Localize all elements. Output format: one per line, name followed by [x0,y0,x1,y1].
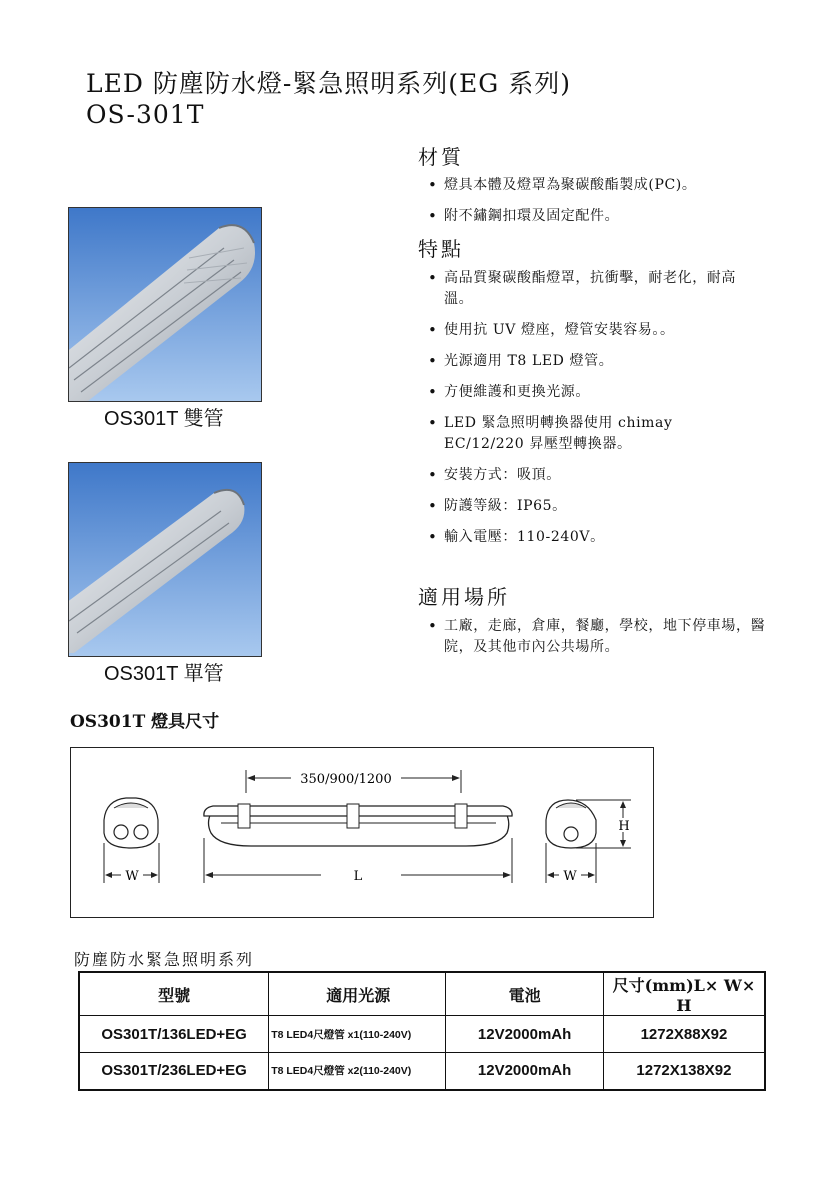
material-list [428,175,768,237]
material-heading: 材質 [418,145,464,169]
applications-heading: 適用場所 [418,585,510,609]
product-photo-single [68,462,262,657]
spec-table [78,971,766,1091]
applications-list [428,616,768,668]
list-item: • 使用抗 UV 燈座，燈管安裝容易。。 [428,320,748,341]
cell-battery: 12V2000mAh [446,1016,604,1053]
list-item: • 防護等級：IP65。 [428,496,748,517]
cell-model: OS301T/136LED+EG [79,1016,269,1053]
table-header-row [79,972,765,1016]
cell-size: 1272X138X92 [603,1053,765,1090]
header-size: 尺寸(mm)L× W× H [603,972,765,1016]
cell-battery: 12V2000mAh [446,1053,604,1090]
cell-size: 1272X88X92 [603,1016,765,1053]
w-label-left: W [125,869,139,884]
product-photo-double [68,207,262,402]
list-item: • 方便維護和更換光源。 [428,382,748,403]
list-item: • 高品質聚碳酸酯燈罩，抗衝擊，耐老化，耐高溫。 [428,268,748,310]
list-item: • 工廠，走廊，倉庫，餐廳，學校，地下停車場，醫院，及其他市內公共場所。 [428,616,768,658]
list-item: • 附不鏽鋼扣環及固定配件。 [428,206,768,227]
h-label: H [618,819,630,834]
list-item: • 安裝方式：吸頂。 [428,465,748,486]
cell-light-source: T8 LED4尺燈管 x1(110-240V) [269,1016,446,1053]
span-label: 350/900/1200 [300,772,392,787]
list-item: • 光源適用 T8 LED 燈管。 [428,351,748,372]
list-item: • 燈具本體及燈罩為聚碳酸酯製成(PC)。 [428,175,768,196]
dimensions-title: OS301T 燈具尺寸 [70,712,220,732]
header-model: 型號 [79,972,269,1016]
table-title: 防塵防水緊急照明系列 [74,950,255,969]
cell-model: OS301T/236LED+EG [79,1053,269,1090]
l-label: L [353,869,363,884]
photo-caption-double: OS301T 雙管 [104,408,224,430]
table-row [79,1016,765,1053]
dimension-diagram [70,747,654,918]
w-label-right: W [563,869,577,884]
list-item: • 輸入電壓：110-240V。 [428,527,748,548]
photo-caption-single: OS301T 單管 [104,663,224,685]
page-title: LED 防塵防水燈-緊急照明系列(EG 系列) [86,69,571,98]
table-row [79,1053,765,1090]
header-light-source: 適用光源 [269,972,446,1016]
features-heading: 特點 [418,237,464,261]
model-number: OS-301T [86,100,205,129]
header-battery: 電池 [446,972,604,1016]
list-item: • LED 緊急照明轉換器使用 chimay EC/12/220 昇壓型轉換器。 [428,413,748,455]
cell-light-source: T8 LED4尺燈管 x2(110-240V) [269,1053,446,1090]
features-list [428,268,748,558]
